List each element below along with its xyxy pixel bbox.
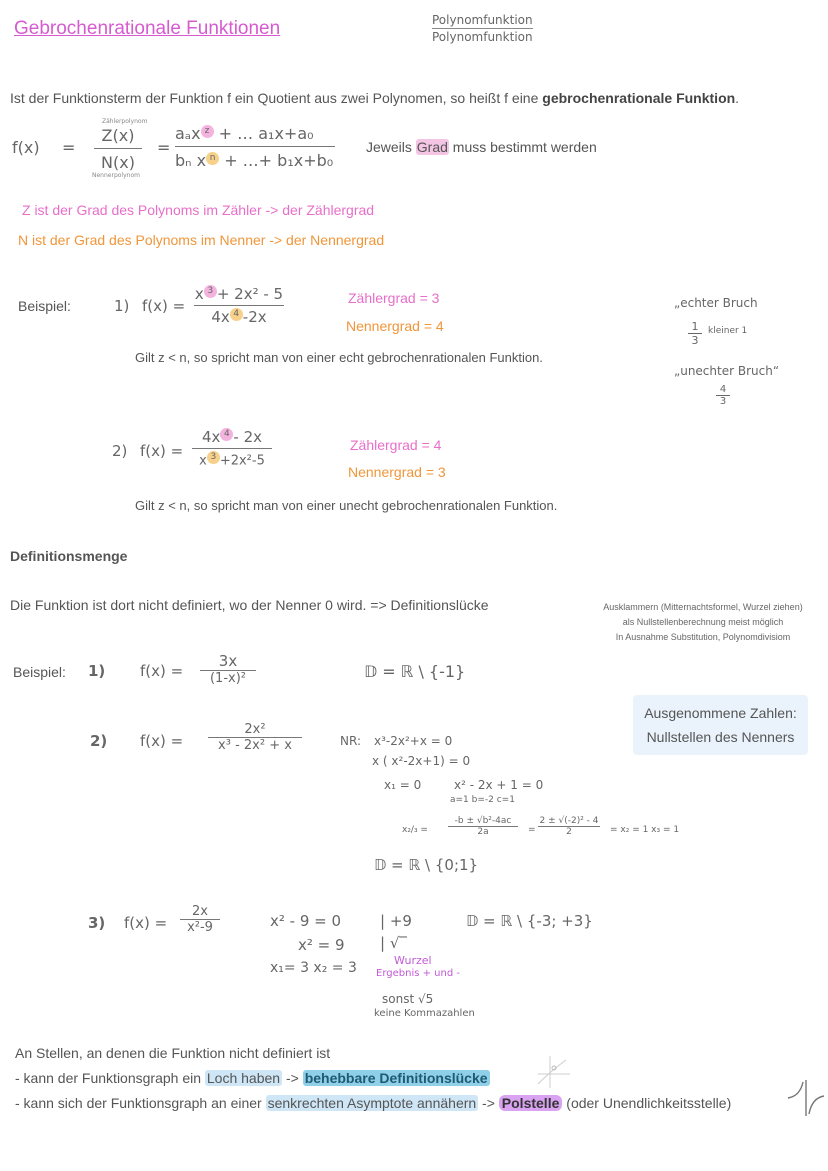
page-title: Gebrochenrationale Funktionen <box>14 18 281 39</box>
d-example2 <box>90 722 310 766</box>
nebenrechnung <box>340 732 720 882</box>
num-label: Zählerpolynom <box>102 118 148 125</box>
d3-step3: x₁= 3 x₂ = 3 <box>270 960 357 976</box>
ex1-nennergrad: Nennergrad = 4 <box>346 318 444 334</box>
d-example1 <box>88 652 508 692</box>
frac1 <box>688 320 702 347</box>
polstelle: Polstelle <box>499 1095 563 1111</box>
den-label: Nennerpolynom <box>92 172 140 179</box>
ex1-den-a: 4x <box>211 308 230 326</box>
ex2-num-a: 4x <box>201 428 221 446</box>
bottom-line3 <box>15 1095 731 1111</box>
z-line: Z ist der Grad des Polynoms im Zähler -> der Zählergrad <box>22 202 375 218</box>
bl3-mid: -> <box>478 1095 499 1111</box>
d3-lhs: f(x) = <box>124 914 168 932</box>
ex2-den-b: +2x²-5 <box>219 453 265 469</box>
nr-label: NR: <box>340 734 361 748</box>
d2-fnum: 2x² <box>208 722 302 738</box>
side-notes-right <box>590 600 816 645</box>
poly-num-a: aₐx <box>175 124 201 143</box>
ex1-num: 1) <box>114 297 130 315</box>
grad-post: muss bestimmt werden <box>448 139 597 155</box>
d3-wurzel: Wurzel <box>394 954 432 967</box>
n-line: N ist der Grad des Polynoms im Nenner -> der Nennergrad <box>18 232 385 248</box>
d3-num: 3) <box>88 914 106 932</box>
loch-haben: Loch haben <box>206 1070 281 1086</box>
d3-domain: 𝔻 = ℝ \ {-3; +3} <box>466 912 593 930</box>
nr-line5-lhs: x₂/₃ = <box>402 825 428 835</box>
formula-num: Z(x) <box>94 126 142 149</box>
bl3-post: (oder Unendlichkeitsstelle) <box>562 1095 732 1111</box>
ex2-fnum <box>192 428 272 449</box>
side-note <box>674 292 814 412</box>
bottom-line1: An Stellen, an denen die Funktion nicht definiert ist <box>15 1045 331 1061</box>
nr-line2: x ( x²-2x+1) = 0 <box>372 754 471 768</box>
definitionsmenge-heading: Definitionsmenge <box>10 548 128 564</box>
bl2-mid: -> <box>282 1070 303 1086</box>
senkrechte-asymptote: senkrechten Asymptote annähern <box>267 1095 477 1111</box>
d3-step1: x² - 9 = 0 <box>270 912 342 930</box>
ex2-fraction <box>192 428 272 468</box>
d1-fnum: 3x <box>200 652 256 671</box>
right-note2: als Nullstellenberechnung meist möglich <box>622 617 784 627</box>
d3-fden: x²-9 <box>187 920 213 935</box>
d2-fden: x³ - 2x² + x <box>218 738 292 753</box>
ex1-num-a: x <box>194 285 204 303</box>
nr-frac2-num: 2 ± √(-2)² - 4 <box>539 816 599 826</box>
ex2-fden <box>192 449 272 468</box>
formula-fraction <box>94 126 142 172</box>
ex2-den-a: x <box>199 453 207 469</box>
bottom-line2 <box>15 1070 490 1086</box>
nr-line3b: x² - 2x + 1 = 0 <box>454 778 544 792</box>
d3-fraction <box>180 904 220 935</box>
ex1-text: Gilt z < n, so spricht man von einer echt gebrochenrationalen Funktion. <box>135 350 543 365</box>
example1 <box>114 285 314 335</box>
frac1-num: 1 <box>688 320 702 334</box>
poly-den <box>175 147 335 170</box>
d1-fden: (1-x)² <box>209 671 246 686</box>
frac2-num: 4 <box>716 384 730 396</box>
top-note-line1: Polynomfunktion <box>432 13 533 27</box>
beispiel1-label: Beispiel: <box>18 298 71 314</box>
ex2-dot-num: 4 <box>220 428 233 441</box>
frac2 <box>716 384 730 407</box>
ex2-nennergrad: Nennergrad = 3 <box>348 464 446 480</box>
poly-den-rest: + …+ b₁x+b₀ <box>224 151 334 170</box>
intro-bold: gebrochenrationale Funktion <box>542 90 736 106</box>
ex2-text: Gilt z < n, so spricht man von einer unecht gebrochenrationalen Funktion. <box>135 498 558 513</box>
nr-line1: x³-2x²+x = 0 <box>374 734 453 748</box>
dot-z: z <box>201 125 214 138</box>
d3-step1r: | +9 <box>380 912 412 930</box>
nr-line5-res: = x₂ = 1 x₃ = 1 <box>610 825 680 835</box>
ex1-zaehlergrad: Zählergrad = 3 <box>348 290 440 306</box>
d1-domain: 𝔻 = ℝ \ {-1} <box>364 662 466 681</box>
d2-num: 2) <box>90 732 108 750</box>
d1-lhs: f(x) = <box>140 662 184 680</box>
nr-frac1 <box>448 816 518 837</box>
frac1-den: 3 <box>691 334 699 347</box>
ex1-lhs: f(x) = <box>142 297 186 315</box>
d3-sonst: sonst √5 <box>382 992 434 1006</box>
nr-frac1-den: 2a <box>477 827 489 837</box>
behebbare-definitionsluecke: behebbare Definitionslücke <box>304 1070 488 1086</box>
right-note1: Ausklammern (Mitternachtsformel, Wurzel ziehen) <box>603 602 803 612</box>
nr-frac2 <box>538 816 600 837</box>
box-line1: Ausgenommene Zahlen: <box>644 705 797 721</box>
ex1-num-b: + 2x² - 5 <box>216 285 284 303</box>
intro-end: . <box>735 90 740 106</box>
asymptote-sketch-icon <box>786 1078 826 1118</box>
ex1-fnum <box>194 285 284 306</box>
bl3-pre: - kann sich der Funktionsgraph an einer <box>15 1095 266 1111</box>
ex2-num-b: - 2x <box>233 428 263 446</box>
bl2-pre: - kann der Funktionsgraph ein <box>15 1070 205 1086</box>
ex1-fden <box>194 306 284 326</box>
intro-text <box>10 90 739 106</box>
beispiel2-label: Beispiel: <box>13 664 66 680</box>
poly-num <box>175 124 335 147</box>
box-line2: Nullstellen des Nenners <box>646 729 795 745</box>
definitionsmenge-text: Die Funktion ist dort nicht definiert, wo der Nenner 0 wird. => Definitionslücke <box>10 597 489 613</box>
d2-lhs: f(x) = <box>140 732 184 750</box>
d3-steps <box>270 910 630 1030</box>
poly-den-a: bₙ x <box>175 151 207 170</box>
intro-main: Ist der Funktionsterm der Funktion f ein Quotient aus zwei Polynomen, so heißt f eine <box>10 90 543 106</box>
d-example3 <box>88 904 238 948</box>
top-note-line2: Polynomfunktion <box>432 30 533 44</box>
top-note <box>432 12 533 45</box>
ex2-num: 2) <box>112 442 128 460</box>
dot-n: n <box>206 152 219 165</box>
ex2-dot-den: 3 <box>207 451 220 464</box>
grad-note <box>366 139 597 155</box>
nr-frac1-num: -b ± √b²-4ac <box>448 816 518 827</box>
ex2-zaehlergrad: Zählergrad = 4 <box>350 437 442 453</box>
echt-label: „echter Bruch <box>674 296 758 310</box>
d2-fraction <box>208 722 302 753</box>
d3-keine: keine Kommazahlen <box>374 1008 475 1019</box>
right-note3: In Ausnahme Substitution, Polynomdivisiom <box>615 632 791 642</box>
ex1-den-b: -2x <box>242 308 267 326</box>
kleiner-label: kleiner 1 <box>708 326 748 336</box>
formula-lhs: f(x) <box>12 138 40 157</box>
example2 <box>112 428 312 478</box>
grad-pre: Jeweils <box>366 139 416 155</box>
d3-step2: x² = 9 <box>298 936 345 954</box>
formula-eq: = <box>62 138 76 157</box>
general-formula <box>12 118 352 180</box>
d1-num: 1) <box>88 662 106 680</box>
nr-frac2-den: 2 <box>566 827 572 837</box>
d3-step2r: | √‾ <box>380 934 407 952</box>
ex1-fraction <box>194 285 284 326</box>
poly-num-rest: + … a₁x+a₀ <box>218 124 314 143</box>
formula-den: N(x) <box>101 153 135 172</box>
frac2-den: 3 <box>719 396 727 407</box>
grad-hl: Grad <box>416 139 448 155</box>
ex1-dot-den: 4 <box>230 308 243 321</box>
ex2-lhs: f(x) = <box>140 442 184 460</box>
nr-line3a: x₁ = 0 <box>384 778 422 792</box>
formula-eq2: = <box>157 138 171 157</box>
unecht-label: „unechter Bruch“ <box>674 364 780 378</box>
d3-fnum: 2x <box>180 904 220 920</box>
d3-ergebnis: Ergebnis + und - <box>376 968 460 979</box>
hole-sketch-icon <box>532 1054 572 1090</box>
d1-fraction <box>200 652 256 686</box>
nr-line5-eq: = <box>528 825 536 835</box>
poly-fraction <box>175 124 335 170</box>
ex1-dot-num: 3 <box>204 285 217 298</box>
d2-domain: 𝔻 = ℝ \ {0;1} <box>374 856 479 874</box>
nr-line4: a=1 b=-2 c=1 <box>450 795 515 805</box>
